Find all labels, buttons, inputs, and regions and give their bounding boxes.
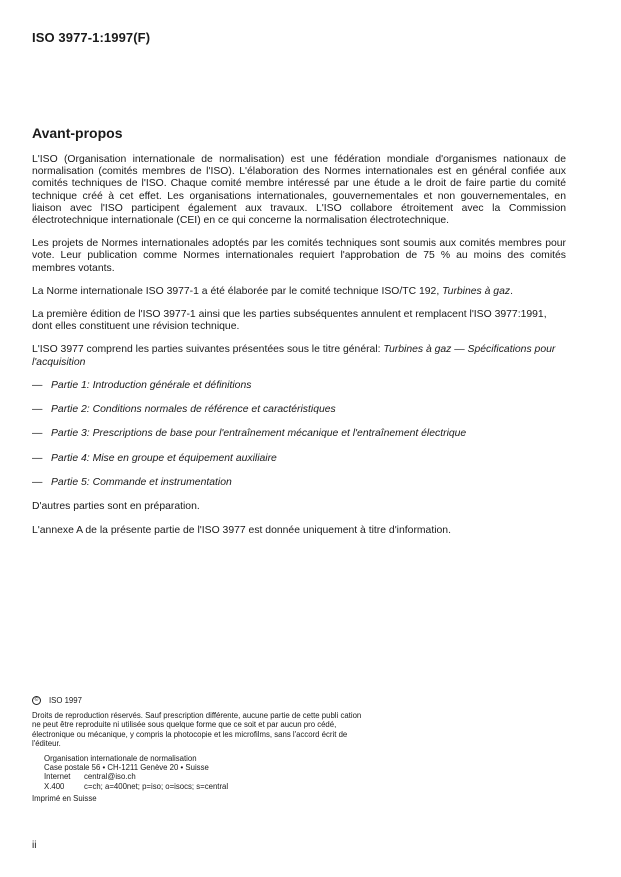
rights-notice: Droits de reproduction réservés. Sauf prescription différente, aucune partie de cette publi cation ne peut être reproduite ni utilisée sous quelque forme que ce soit et par aucun pro cédé, électronique ou mécanique, y compris la photocopie et les microfilms, sans l'accord écrit de l'éditeur.: [32, 711, 362, 748]
page-number: ii: [32, 840, 37, 851]
list-item: [32, 428, 566, 440]
internet-row: [44, 772, 372, 781]
copyright-icon: ©: [32, 696, 41, 705]
list-item: [32, 404, 566, 416]
foreword-body: [32, 154, 566, 548]
dash-bullet: —: [32, 379, 43, 391]
x400-label: X.400: [44, 781, 65, 791]
paragraph-parts-intro: [32, 344, 566, 368]
list-item: [32, 477, 566, 489]
dash-bullet: —: [32, 428, 43, 440]
postal-address: Case postale 56 • CH-1211 Genève 20 • Suisse: [44, 763, 209, 773]
section-title: Avant-propos: [32, 125, 123, 141]
internet-value: central@iso.ch: [84, 772, 136, 782]
part-title: Partie 3: Prescriptions de base pour l'entraînement mécanique et l'entraînement électrique: [51, 428, 467, 440]
part-title: Partie 4: Mise en groupe et équipement auxiliaire: [51, 452, 277, 464]
copyright-line: [32, 696, 372, 705]
committee-name: Turbines à gaz: [442, 285, 511, 297]
paragraph-drafts: Les projets de Normes internationales adoptés par les comités techniques sont soumis aux comités membres pour vote. Leur publication comme Normes internationales requiert l'approbation de 75 % au moins des comités membres votants.: [32, 238, 566, 274]
part-title: Partie 1: Introduction générale et définitions: [51, 379, 252, 391]
x400-row: [44, 782, 372, 791]
copyright-text: ISO 1997: [49, 696, 82, 705]
part-title: Partie 5: Commande et instrumentation: [51, 477, 232, 489]
dash-bullet: —: [32, 477, 43, 489]
paragraph-annex: L'annexe A de la présente partie de l'ISO 3977 est donnée uniquement à titre d'information.: [32, 524, 451, 536]
paragraph-iso-intro: L'ISO (Organisation internationale de normalisation) est une fédération mondiale d'organismes nationaux de normalisation (comités membres de l'ISO). L'élaboration des Normes internationales est en général confiée aux comités techniques de l'ISO. Chaque comité membre intéressé par une étude a le droit de faire partie du comité technique créé à cet effet. Les organisations internationales, gouvernementales et non gouvernementales, en liaison avec l'ISO participent également aux travaux. L'ISO collabore étroitement avec la Commission électrotechnique internationale (CEI) en ce qui concerne la normalisation électrotechnique.: [32, 154, 566, 227]
committee-text: La Norme internationale ISO 3977-1 a été élaborée par le comité technique ISO/TC 192,: [32, 285, 443, 297]
part-title: Partie 2: Conditions normales de référence et caractéristiques: [51, 404, 336, 416]
list-item: [32, 380, 566, 392]
parts-list: [32, 380, 566, 489]
committee-period: .: [510, 285, 513, 297]
paragraph-edition: La première édition de l'ISO 3977-1 ainsi que les parties subséquentes annulent et remplacent l'ISO 3977:1991, dont elles constituent une révision technique.: [32, 309, 547, 333]
internet-label: Internet: [44, 772, 71, 782]
dash-bullet: —: [32, 452, 43, 464]
x400-value: c=ch; a=400net; p=iso; o=isocs; s=central: [84, 781, 229, 791]
printed-in: Imprimé en Suisse: [32, 793, 97, 803]
general-title: Turbines à gaz — Spécifications pour l'acquisition: [32, 344, 556, 368]
publisher-address: [44, 754, 372, 791]
dash-bullet: —: [32, 404, 43, 416]
list-item: [32, 453, 566, 465]
org-name: Organisation internationale de normalisation: [44, 754, 197, 764]
paragraph-committee: [32, 286, 566, 298]
paragraph-other-parts: D'autres parties sont en préparation.: [32, 501, 200, 513]
document-id: ISO 3977-1:1997(F): [32, 30, 151, 45]
copyright-block: [32, 696, 372, 803]
parts-intro-text: L'ISO 3977 comprend les parties suivantes présentées sous le titre général:: [32, 344, 384, 356]
